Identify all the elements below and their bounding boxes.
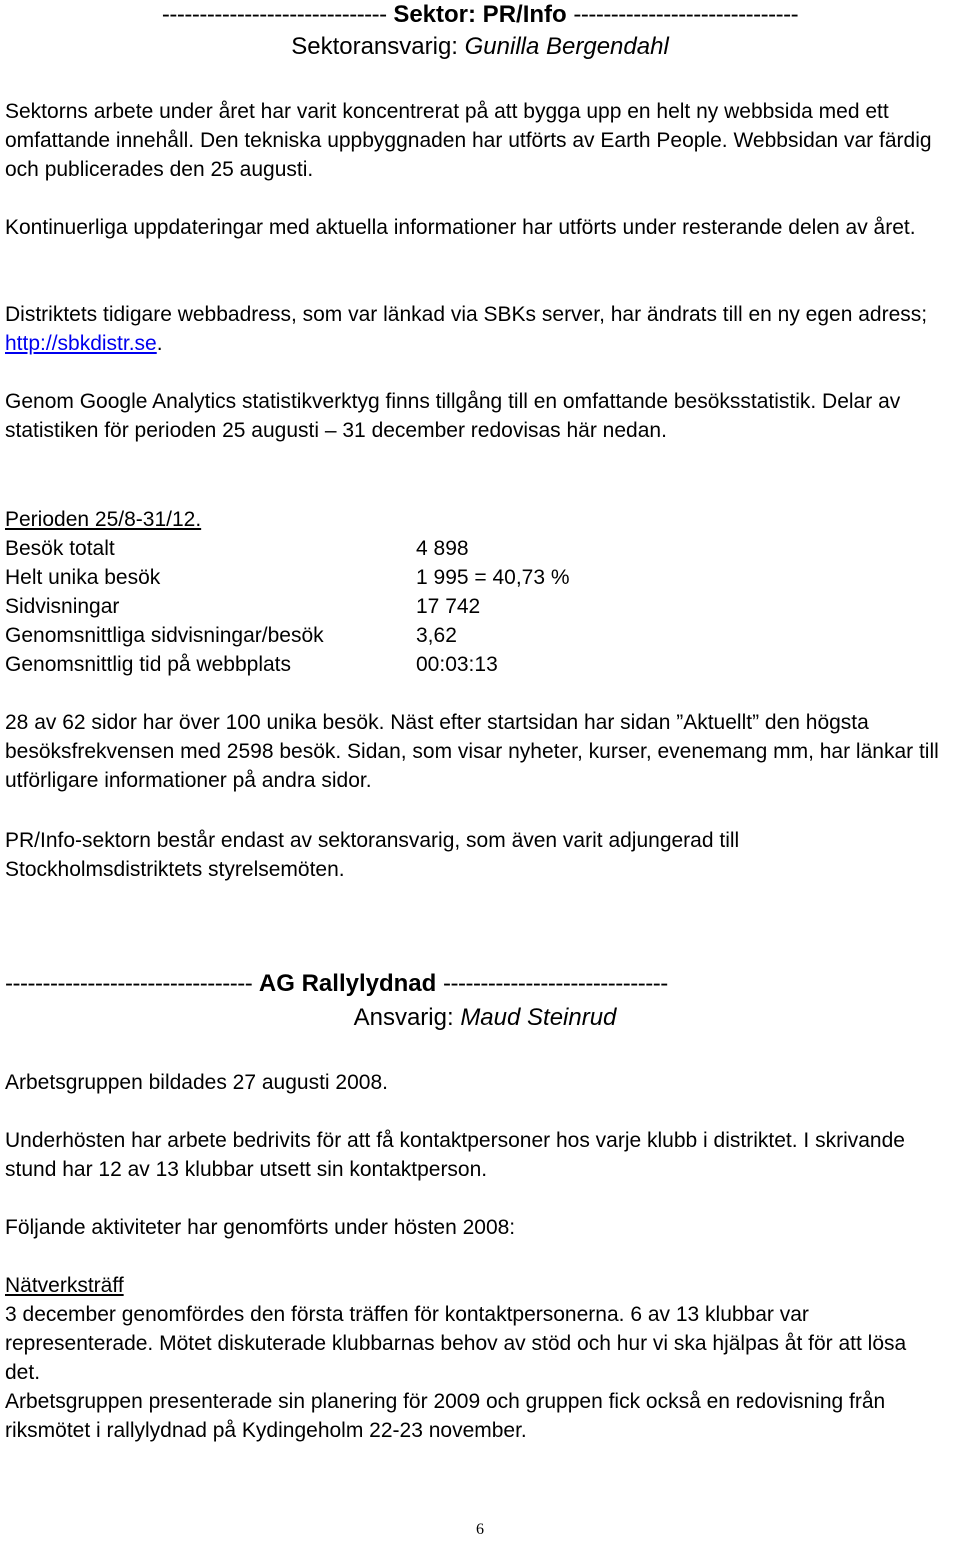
pr-info-paragraph-5: 28 av 62 sidor har över 100 unika besök. Näst efter startsidan har sidan ”Aktuellt” den högsta besöksfrekvensen med 2598 besök. Sidan, som visar nyheter, kurser, evenemang mm, har länkar till utförligare informationer på andra sidor. bbox=[5, 711, 939, 792]
ag-paragraph-1: Arbetsgruppen bildades 27 augusti 2008. bbox=[5, 1071, 388, 1094]
activity-text-2: Arbetsgruppen presenterade sin planering för 2009 och gruppen fick också en redovisning från riksmötet i rallylydnad på Kydingeholm 22-23 november. bbox=[5, 1390, 886, 1442]
ag-paragraph-3: Följande aktiviteter har genomförts under hösten 2008: bbox=[5, 1216, 516, 1239]
table-row bbox=[5, 621, 570, 650]
pr-info-paragraph-4: Genom Google Analytics statistikverktyg finns tillgång till en omfattande besöksstatistik. Delar av statistiken för perioden 25 augusti – 31 december redovisas här nedan. bbox=[5, 390, 901, 442]
heading-dashes-left: --------------------------------- bbox=[5, 970, 253, 997]
page-number: 6 bbox=[476, 1521, 484, 1538]
pr-info-paragraph-3 bbox=[5, 300, 940, 358]
section-title: Sektor: PR/Info bbox=[393, 1, 567, 28]
stat-label: Genomsnittliga sidvisningar/besök bbox=[5, 624, 324, 647]
stat-value: 17 742 bbox=[416, 595, 481, 618]
heading-dashes-right: ------------------------------ bbox=[442, 970, 668, 997]
stat-value: 3,62 bbox=[416, 624, 457, 647]
pr-info-paragraph-6: PR/Info-sektorn består endast av sektoransvarig, som även varit adjungerad till Stockholmsdistriktets styrelsemöten. bbox=[5, 829, 740, 881]
pr-info-responsible bbox=[5, 31, 955, 63]
responsible-name: Gunilla Bergendahl bbox=[464, 33, 669, 60]
stat-label: Besök totalt bbox=[5, 537, 115, 560]
responsible-name: Maud Steinrud bbox=[460, 1004, 617, 1031]
stat-value: 1 995 = 40,73 % bbox=[416, 566, 570, 589]
pr-info-heading bbox=[5, 0, 955, 30]
ag-paragraph-2: Underhösten har arbete bedrivits för att få kontaktpersoner hos varje klubb i distriktet. I skrivande stund har 12 av 13 klubbar utsett sin kontaktperson. bbox=[5, 1129, 905, 1181]
stat-value: 4 898 bbox=[416, 537, 469, 560]
activity-title: Nätverksträff bbox=[5, 1274, 124, 1297]
website-link[interactable]: http://sbkdistr.se bbox=[5, 332, 157, 355]
ag-rallylydnad-responsible bbox=[5, 1002, 960, 1034]
pr-info-paragraph-1: Sektorns arbete under året har varit koncentrerat på att bygga upp en helt ny webbsida med ett omfattande innehåll. Den tekniska uppbyggnaden har utförts av Earth People. Webbsidan var färdig och publicerades den 25 augusti. bbox=[5, 100, 932, 181]
stat-label: Sidvisningar bbox=[5, 595, 120, 618]
table-row bbox=[5, 592, 570, 621]
section-title: AG Rallylydnad bbox=[258, 970, 437, 997]
stat-value: 00:03:13 bbox=[416, 653, 498, 676]
table-row bbox=[5, 650, 570, 679]
ag-rallylydnad-heading bbox=[5, 969, 955, 999]
paragraph-text: Distriktets tidigare webbadress, som var länkad via SBKs server, har ändrats till en ny egen adress; bbox=[5, 303, 928, 326]
responsible-label: Sektoransvarig: bbox=[291, 33, 458, 60]
heading-dashes-left: ------------------------------ bbox=[161, 1, 387, 28]
stat-label: Genomsnittlig tid på webbplats bbox=[5, 653, 291, 676]
stat-label: Helt unika besök bbox=[5, 566, 161, 589]
pr-info-paragraph-2: Kontinuerliga uppdateringar med aktuella informationer har utförts under resterande delen av året. bbox=[5, 216, 916, 239]
heading-dashes-right: ------------------------------ bbox=[573, 1, 799, 28]
table-row bbox=[5, 534, 570, 563]
table-row bbox=[5, 563, 570, 592]
stats-table bbox=[5, 534, 570, 679]
responsible-label: Ansvarig: bbox=[353, 1004, 454, 1031]
activity-text-1: 3 december genomfördes den första träffen för kontaktpersonerna. 6 av 13 klubbar var representerade. Mötet diskuterade klubbarnas behov av stöd och hur vi ska hjälpas åt för att lösa det. bbox=[5, 1303, 907, 1384]
paragraph-end: . bbox=[156, 332, 163, 355]
period-label: Perioden 25/8-31/12. bbox=[5, 508, 202, 531]
